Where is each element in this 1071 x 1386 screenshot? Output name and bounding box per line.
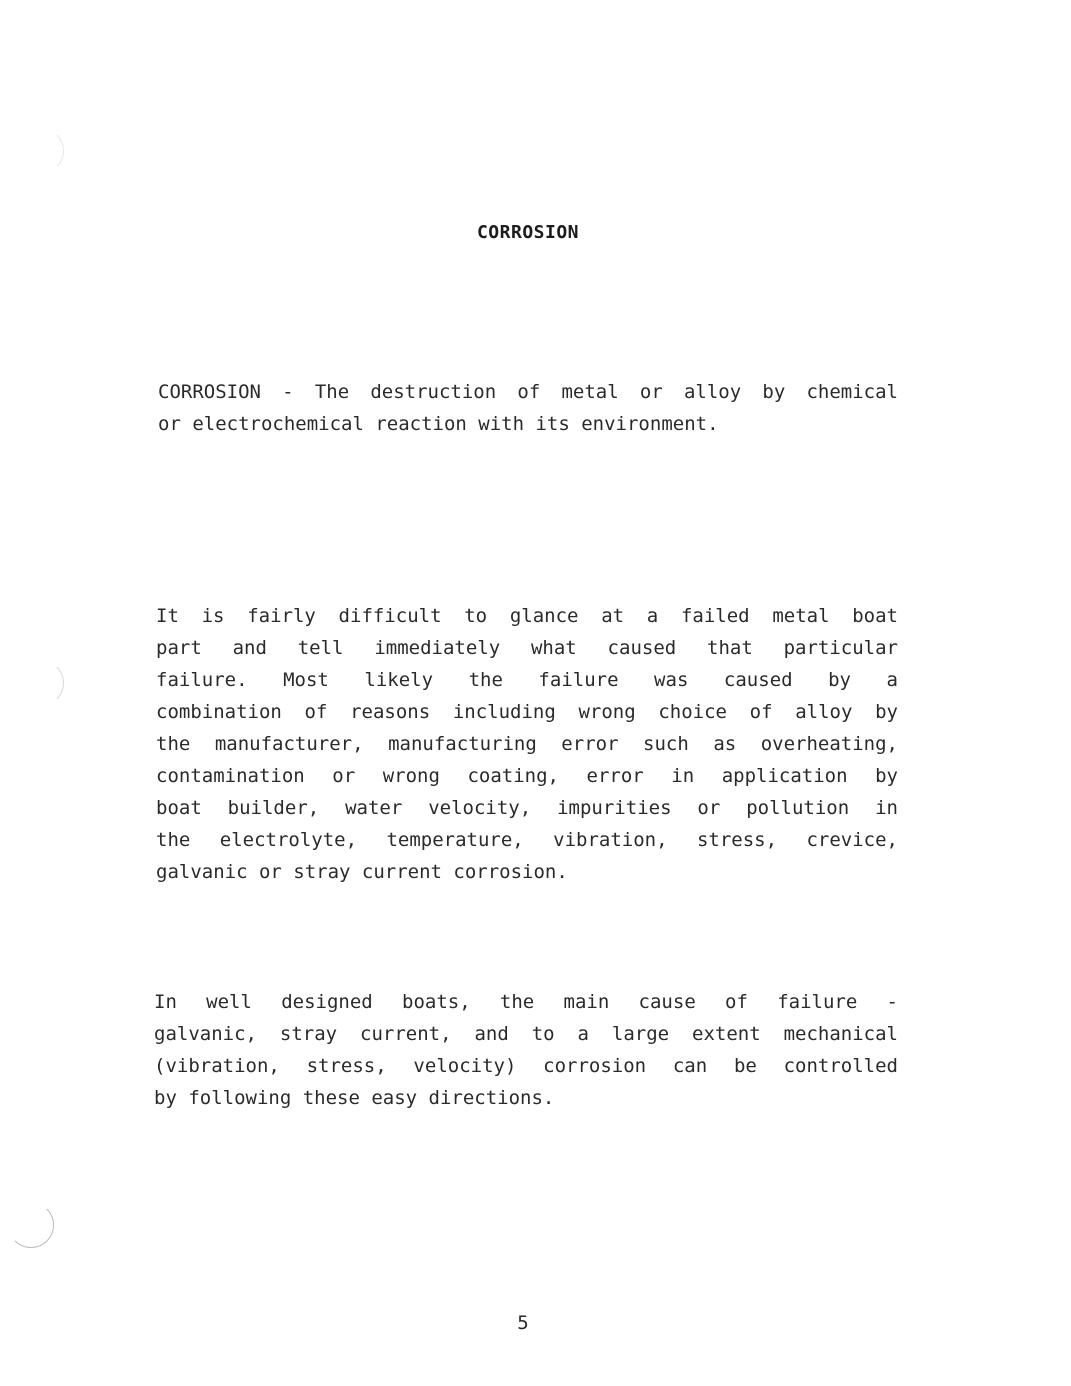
text-line: the manufacturer, manufacturing error such as overheating, bbox=[156, 733, 898, 755]
text-line: In well designed boats, the main cause of failure - bbox=[154, 991, 898, 1013]
page-number: 5 bbox=[517, 1312, 529, 1334]
hole-punch-mark bbox=[18, 128, 64, 174]
text-line: (vibration, stress, velocity) corrosion can be controlled bbox=[154, 1055, 898, 1077]
text-line: part and tell immediately what caused that particular bbox=[156, 637, 898, 659]
hole-punch-mark bbox=[8, 1202, 54, 1248]
text-line: the electrolyte, temperature, vibration, stress, crevice, bbox=[156, 829, 898, 851]
text-line: galvanic, stray current, and to a large extent mechanical bbox=[154, 1023, 898, 1045]
text-line: or electrochemical reaction with its environment. bbox=[158, 413, 719, 435]
text-line: failure. Most likely the failure was caused by a bbox=[156, 669, 898, 691]
text-line: It is fairly difficult to glance at a failed metal boat bbox=[156, 605, 898, 627]
definition-paragraph bbox=[158, 376, 898, 440]
text-line: CORROSION - The destruction of metal or alloy by chemical bbox=[158, 381, 898, 403]
text-line: galvanic or stray current corrosion. bbox=[156, 861, 568, 883]
text-line: combination of reasons including wrong choice of alloy by bbox=[156, 701, 898, 723]
failure-causes-paragraph bbox=[156, 600, 898, 888]
hole-punch-mark bbox=[18, 660, 64, 706]
text-line: by following these easy directions. bbox=[154, 1087, 555, 1109]
text-line: boat builder, water velocity, impurities or pollution in bbox=[156, 797, 898, 819]
text-line: contamination or wrong coating, error in application by bbox=[156, 765, 898, 787]
page-title: CORROSION bbox=[476, 222, 580, 243]
control-paragraph bbox=[154, 986, 898, 1114]
